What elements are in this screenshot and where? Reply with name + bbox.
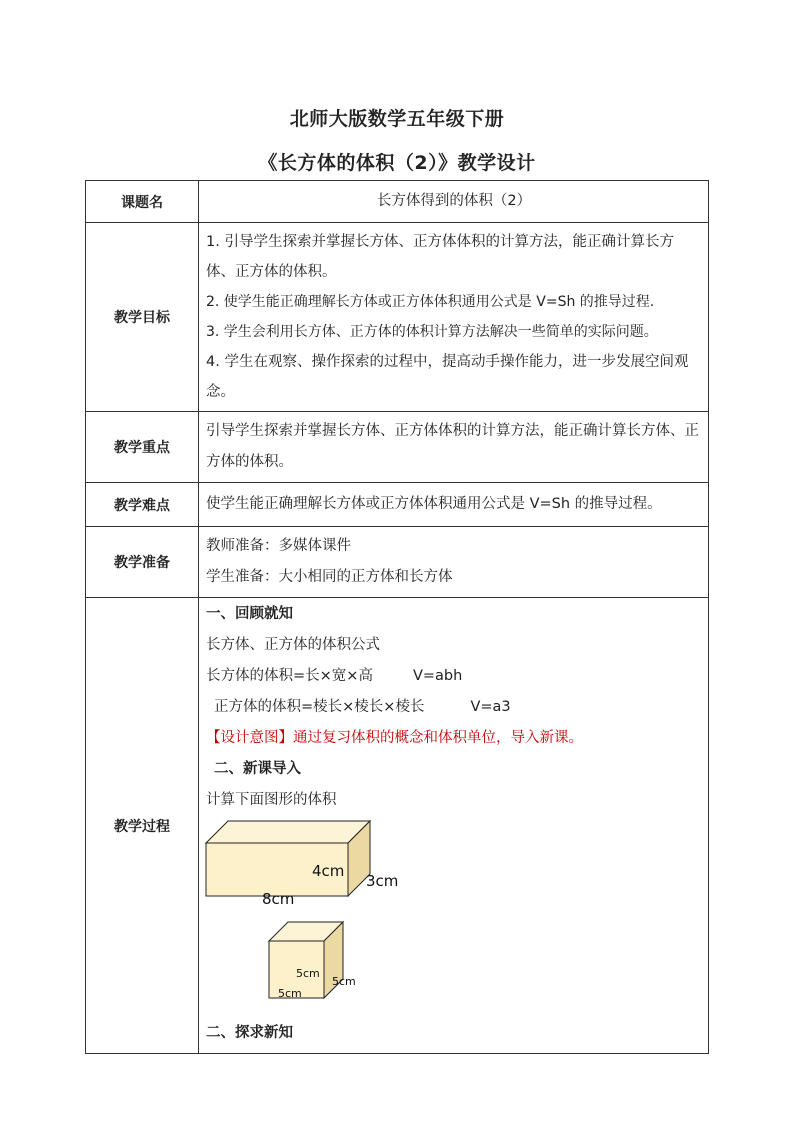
row-difficulties bbox=[86, 483, 709, 527]
value-key-points: 引导学生探索并掌握长方体、正方体体积的计算方法，能正确计算长方体、正方体的体积。 bbox=[199, 412, 709, 483]
cube-formula-line bbox=[206, 692, 702, 723]
value-process bbox=[199, 598, 709, 1054]
value-difficulties: 使学生能正确理解长方体或正方体体积通用公式是 V=Sh 的推导过程。 bbox=[199, 483, 709, 527]
row-topic bbox=[86, 181, 709, 223]
cuboid-formula: 长方体的体积=长×宽×高 bbox=[206, 668, 373, 684]
row-process bbox=[86, 598, 709, 1054]
label-process: 教学过程 bbox=[86, 598, 199, 1054]
row-preparation bbox=[86, 527, 709, 598]
label-goals: 教学目标 bbox=[86, 223, 199, 412]
row-key-points bbox=[86, 412, 709, 483]
cube-figure bbox=[269, 922, 356, 1000]
solid-figures bbox=[199, 818, 399, 1028]
cube-symbol: V=a3 bbox=[470, 699, 511, 715]
cube-bottom-label: 5cm bbox=[278, 987, 302, 1000]
cube-side-label: 5cm bbox=[332, 975, 356, 988]
cuboid-formula-line bbox=[206, 661, 702, 692]
value-goals bbox=[199, 223, 709, 412]
cuboid-top-face bbox=[206, 821, 370, 843]
value-preparation bbox=[199, 527, 709, 598]
goal-item: 3. 学生会利用长方体、正方体的体积计算方法解决一些简单的实际问题。 bbox=[206, 324, 658, 340]
formula-intro: 长方体、正方体的体积公式 bbox=[206, 637, 380, 653]
section-review-title: 一、回顾就知 bbox=[206, 606, 293, 622]
task-instruction: 计算下面图形的体积 bbox=[206, 792, 337, 808]
design-intent-line bbox=[206, 723, 702, 754]
goal-item: 1. 引导学生探索并掌握长方体、正方体体积的计算方法，能正确计算长方体、正方体的体积。 bbox=[206, 234, 674, 280]
value-topic: 长方体得到的体积（2） bbox=[199, 181, 709, 223]
cube-front-label: 5cm bbox=[296, 967, 320, 980]
figures-area bbox=[206, 818, 702, 1028]
row-goals bbox=[86, 223, 709, 412]
cuboid-symbol: V=abh bbox=[412, 668, 463, 684]
cuboid-width-label: 3cm bbox=[366, 872, 399, 890]
goal-item: 2. 使学生能正确理解长方体或正方体体积通用公式是 V=Sh 的推导过程. bbox=[206, 294, 655, 310]
goal-item: 4. 学生在观察、操作探索的过程中，提高动手操作能力，进一步发展空间观念。 bbox=[206, 354, 689, 400]
cuboid-figure bbox=[206, 821, 398, 908]
student-preparation: 学生准备：大小相同的正方体和长方体 bbox=[206, 569, 453, 585]
document-title-lesson: 《长方体的体积（2）》教学设计 bbox=[258, 152, 536, 174]
label-preparation: 教学准备 bbox=[86, 527, 199, 598]
label-topic: 课题名 bbox=[86, 181, 199, 223]
design-intent-tag: 【设计意图】 bbox=[206, 730, 293, 746]
label-key-points: 教学重点 bbox=[86, 412, 199, 483]
document-title-series: 北师大版数学五年级下册 bbox=[289, 108, 505, 130]
section-explore-title: 二、探求新知 bbox=[206, 1025, 293, 1041]
design-intent-text: 通过复习体积的概念和体积单位，导入新课。 bbox=[293, 730, 583, 746]
cuboid-height-label: 4cm bbox=[312, 862, 345, 880]
lesson-plan-table bbox=[85, 180, 709, 1054]
cuboid-length-label: 8cm bbox=[262, 890, 295, 908]
teacher-preparation: 教师准备：多媒体课件 bbox=[206, 538, 351, 554]
cube-formula: 正方体的体积=棱长×棱长×棱长 bbox=[214, 699, 425, 715]
label-difficulties: 教学难点 bbox=[86, 483, 199, 527]
section-intro-title: 二、新课导入 bbox=[214, 761, 301, 777]
